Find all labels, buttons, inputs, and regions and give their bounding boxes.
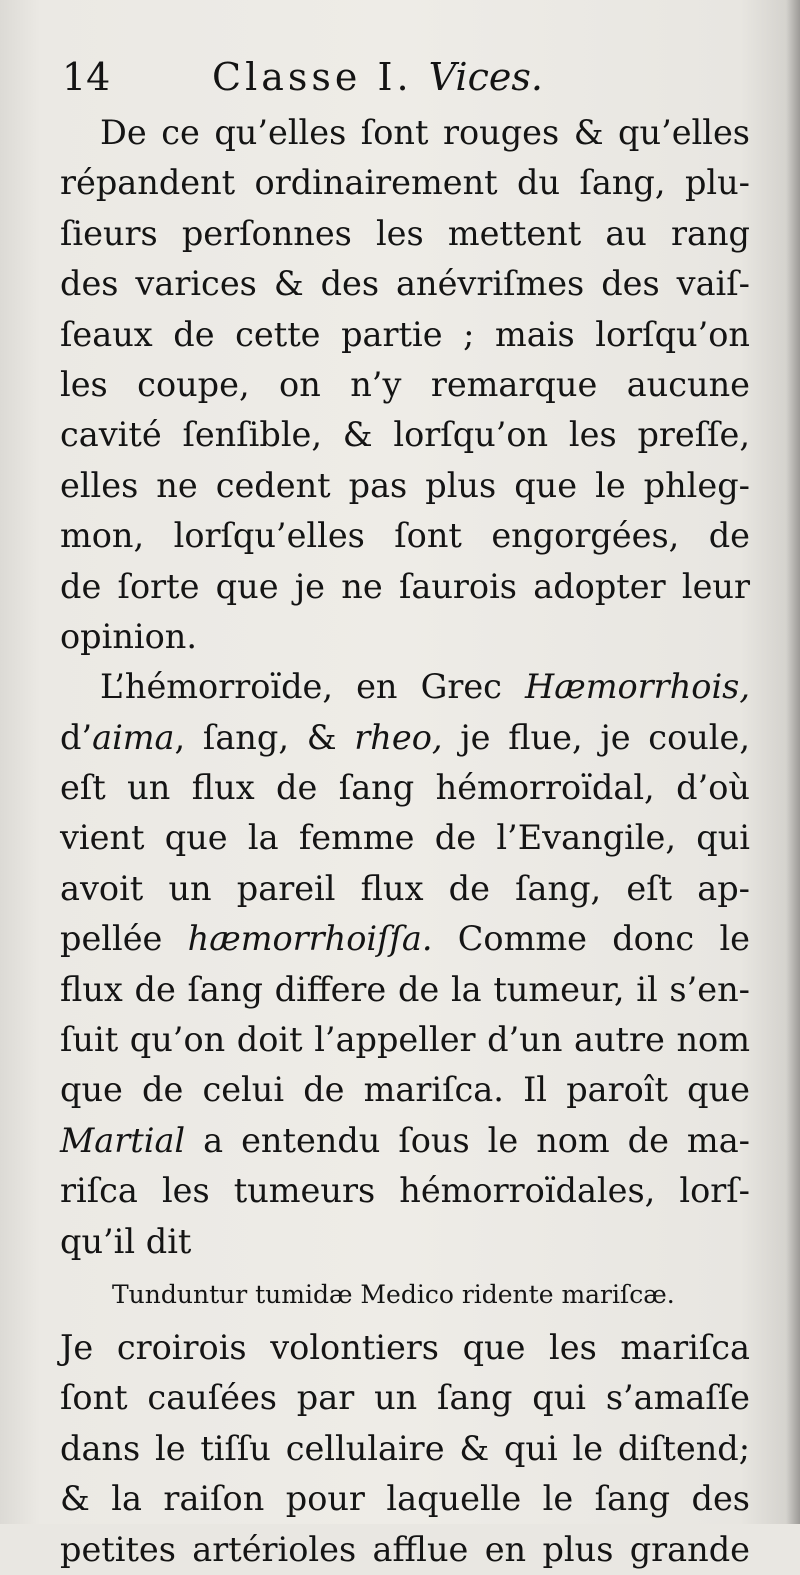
text-line: eſt un flux de ſang hémorroïdal, d’où bbox=[60, 768, 750, 808]
text-line: de ſorte que je ne ſaurois adopter leur bbox=[60, 566, 750, 606]
text-line: elles ne cedent pas plus que le phleg- bbox=[60, 465, 750, 505]
italic-name: Martial bbox=[60, 1120, 186, 1160]
running-title-roman: Classe I. bbox=[212, 55, 413, 99]
text-line: & la raiſon pour laquelle le ſang des bbox=[60, 1479, 750, 1519]
text-line: vient que la femme de l’Evangile, qui bbox=[60, 818, 750, 858]
text-line: répandent ordinairement du ſang, plu- bbox=[60, 163, 750, 203]
text-line: les coupe, on n’y remarque aucune bbox=[60, 364, 750, 404]
text-run: Comme donc le bbox=[432, 919, 750, 959]
verse-quotation: Tunduntur tumidæ Medico ridente mariſcæ. bbox=[112, 1279, 675, 1309]
italic-term: hæmorrhoiſſa. bbox=[187, 919, 433, 959]
text-run: je flue, je coule, bbox=[442, 717, 750, 757]
text-line: flux de ſang differe de la tumeur, il s’en- bbox=[60, 969, 750, 1009]
text-line: petites artérioles afflue en plus grande bbox=[60, 1529, 750, 1569]
page-gutter-shadow bbox=[786, 0, 800, 1524]
text-line: qu’il dit bbox=[60, 1221, 192, 1261]
body-text bbox=[60, 108, 750, 1575]
text-line: que de celui de mariſca. Il paroît que bbox=[60, 1070, 750, 1110]
text-line: dans le tiſſu cellulaire & qui le diſtend; bbox=[60, 1428, 750, 1468]
page-header bbox=[62, 52, 762, 102]
running-title bbox=[212, 55, 543, 99]
text-line: avoit un pareil flux de ſang, eſt ap- bbox=[60, 868, 750, 908]
text-line: mon, lorſqu’elles ſont engorgées, de bbox=[60, 516, 750, 556]
text-line: ſont cauſées par un ſang qui s’amaſſe bbox=[60, 1378, 750, 1418]
text-line bbox=[60, 914, 750, 964]
text-run: L’hémorroïde, en Grec bbox=[100, 667, 526, 707]
text-line: opinion. bbox=[60, 616, 198, 656]
text-line: ſuit qu’on doit l’appeller d’un autre nom bbox=[60, 1020, 750, 1060]
text-line: cavité ſenſible, & lorſqu’on les preſſe, bbox=[60, 415, 750, 455]
italic-term: rheo, bbox=[354, 717, 443, 757]
text-run: a entendu ſous le nom de ma- bbox=[185, 1120, 750, 1160]
text-line bbox=[60, 662, 750, 712]
text-line: De ce qu’elles ſont rouges & qu’elles bbox=[100, 113, 750, 152]
text-line: riſca les tumeurs hémorroïdales, lorſ- bbox=[60, 1171, 750, 1211]
text-run: d’ bbox=[60, 717, 93, 757]
text-line bbox=[60, 713, 750, 763]
text-line: Je croirois volontiers que les mariſca bbox=[60, 1327, 750, 1367]
text-line: ſeaux de cette partie ; mais lorſqu’on bbox=[60, 314, 750, 354]
text-run: pellée bbox=[60, 919, 188, 959]
text-run: , ſang, & bbox=[174, 717, 355, 757]
italic-term: aima bbox=[92, 717, 175, 757]
text-line bbox=[60, 1116, 750, 1166]
running-title-italic: Vices. bbox=[428, 55, 543, 99]
text-line: ſieurs perſonnes les mettent au rang bbox=[60, 213, 750, 253]
page-number: 14 bbox=[62, 55, 111, 99]
italic-term: Hæmorrhois, bbox=[525, 667, 750, 707]
text-line: des varices & des anévriſmes des vaiſ- bbox=[60, 264, 750, 304]
